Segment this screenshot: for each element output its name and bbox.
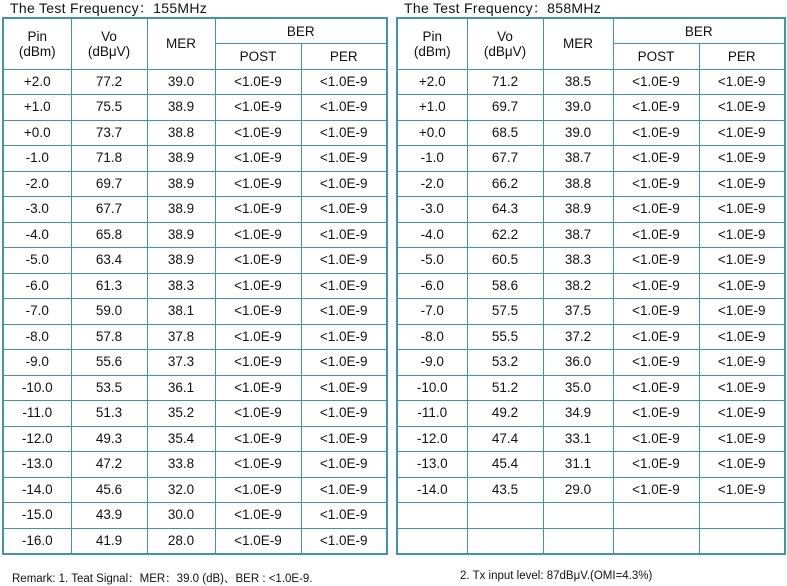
ber-per-cell: <1.0E-9: [301, 299, 387, 325]
table-row: [3, 248, 387, 274]
vo-cell: 73.7: [71, 120, 147, 146]
header-vo-label: Vo: [101, 28, 117, 44]
mer-cell: 35.2: [147, 401, 215, 427]
mer-cell: 37.3: [147, 350, 215, 376]
pin-cell: -7.0: [3, 299, 71, 325]
ber-post-cell: <1.0E-9: [215, 69, 301, 95]
ber-post-cell: <1.0E-9: [613, 375, 699, 401]
ber-per-cell: <1.0E-9: [699, 350, 785, 376]
header-vo-unit: (dBμV): [87, 43, 131, 59]
pin-cell: +1.0: [3, 95, 71, 121]
ber-post-cell: <1.0E-9: [215, 375, 301, 401]
header-pin-label: Pin: [27, 28, 47, 44]
mer-cell: 32.0: [147, 477, 215, 503]
mer-cell: 38.1: [147, 299, 215, 325]
table-row: [397, 248, 785, 274]
vo-cell: 47.4: [467, 426, 543, 452]
ber-post-cell: <1.0E-9: [215, 477, 301, 503]
ber-post-cell: <1.0E-9: [613, 426, 699, 452]
ber-post-cell: <1.0E-9: [613, 197, 699, 223]
test-frequency-title: The Test Frequency：155MHz: [10, 0, 208, 16]
ber-per-cell: <1.0E-9: [301, 350, 387, 376]
ber-post-cell: <1.0E-9: [215, 324, 301, 350]
table-row: [397, 197, 785, 223]
ber-per-cell: <1.0E-9: [699, 401, 785, 427]
vo-cell: 60.5: [467, 248, 543, 274]
table-row: [3, 350, 387, 376]
ber-per-cell: <1.0E-9: [301, 146, 387, 172]
ber-post-cell: <1.0E-9: [215, 452, 301, 478]
ber-post-cell: <1.0E-9: [613, 69, 699, 95]
table-row: [3, 146, 387, 172]
ber-per-cell: <1.0E-9: [699, 171, 785, 197]
ber-table-155mhz: [2, 17, 388, 555]
header-vo-label: Vo: [497, 28, 513, 44]
vo-cell: 68.5: [467, 120, 543, 146]
panel-155mhz: [2, 0, 388, 555]
vo-cell: 71.8: [71, 146, 147, 172]
table-row: [397, 528, 785, 554]
pin-cell: +1.0: [397, 95, 467, 121]
table-row: [3, 222, 387, 248]
ber-post-cell: <1.0E-9: [613, 222, 699, 248]
ber-post-cell: <1.0E-9: [613, 273, 699, 299]
pin-cell: -13.0: [3, 452, 71, 478]
vo-cell: 51.3: [71, 401, 147, 427]
ber-per-cell: <1.0E-9: [699, 120, 785, 146]
ber-per-cell: <1.0E-9: [699, 299, 785, 325]
pin-cell: -9.0: [3, 350, 71, 376]
header-ber: BER: [215, 18, 387, 44]
header-per: PER: [301, 44, 387, 70]
ber-per-cell: <1.0E-9: [301, 95, 387, 121]
mer-cell: 38.2: [543, 273, 613, 299]
table-row: [397, 299, 785, 325]
ber-per-cell: <1.0E-9: [301, 503, 387, 529]
ber-post-cell: <1.0E-9: [215, 197, 301, 223]
ber-per-cell: <1.0E-9: [301, 222, 387, 248]
table-row: [397, 171, 785, 197]
table-row: [3, 452, 387, 478]
pin-cell: -6.0: [397, 273, 467, 299]
mer-cell: 38.3: [147, 273, 215, 299]
vo-cell: 51.2: [467, 375, 543, 401]
ber-post-cell: <1.0E-9: [215, 222, 301, 248]
ber-post-cell: <1.0E-9: [215, 299, 301, 325]
ber-post-cell: <1.0E-9: [215, 248, 301, 274]
pin-cell: -12.0: [3, 426, 71, 452]
table-body: [3, 69, 387, 554]
ber-per-cell: <1.0E-9: [699, 426, 785, 452]
pin-cell: -16.0: [3, 528, 71, 554]
ber-per-cell: <1.0E-9: [699, 222, 785, 248]
mer-cell: 35.4: [147, 426, 215, 452]
header-pin-unit: (dBm): [18, 43, 56, 59]
vo-cell: 57.8: [71, 324, 147, 350]
mer-cell: [543, 503, 613, 529]
pin-cell: -9.0: [397, 350, 467, 376]
mer-cell: 38.8: [543, 171, 613, 197]
ber-per-cell: <1.0E-9: [301, 171, 387, 197]
ber-per-cell: <1.0E-9: [301, 426, 387, 452]
mer-cell: 38.7: [543, 146, 613, 172]
header-vo: [467, 18, 543, 69]
table-row: [397, 273, 785, 299]
pin-cell: -5.0: [3, 248, 71, 274]
ber-per-cell: [699, 503, 785, 529]
pin-cell: -11.0: [3, 401, 71, 427]
pin-cell: -2.0: [3, 171, 71, 197]
table-body: [397, 69, 785, 554]
pin-cell: -1.0: [397, 146, 467, 172]
mer-cell: 29.0: [543, 477, 613, 503]
vo-cell: [467, 528, 543, 554]
pin-cell: -5.0: [397, 248, 467, 274]
ber-per-cell: <1.0E-9: [301, 273, 387, 299]
mer-cell: 38.9: [147, 146, 215, 172]
test-frequency-title: The Test Frequency：858MHz: [404, 0, 602, 16]
pin-cell: -10.0: [3, 375, 71, 401]
ber-post-cell: <1.0E-9: [613, 299, 699, 325]
vo-cell: 75.5: [71, 95, 147, 121]
vo-cell: 43.5: [467, 477, 543, 503]
ber-per-cell: <1.0E-9: [301, 197, 387, 223]
vo-cell: 58.6: [467, 273, 543, 299]
mer-cell: [543, 528, 613, 554]
mer-cell: 38.8: [147, 120, 215, 146]
mer-cell: 39.0: [543, 120, 613, 146]
ber-post-cell: <1.0E-9: [613, 401, 699, 427]
mer-cell: 38.5: [543, 69, 613, 95]
table-row: [397, 95, 785, 121]
remark-tx-input-level: 2. Tx input level: 87dBμV.(OMI=4.3%): [460, 570, 653, 582]
vo-cell: 65.8: [71, 222, 147, 248]
ber-post-cell: <1.0E-9: [613, 477, 699, 503]
ber-post-cell: <1.0E-9: [613, 324, 699, 350]
panel-858mhz: [396, 0, 786, 555]
ber-post-cell: <1.0E-9: [215, 146, 301, 172]
header-mer: MER: [543, 18, 613, 69]
mer-cell: 28.0: [147, 528, 215, 554]
ber-table-858mhz: [396, 17, 786, 555]
ber-post-cell: <1.0E-9: [613, 171, 699, 197]
pin-cell: -4.0: [397, 222, 467, 248]
ber-per-cell: <1.0E-9: [699, 273, 785, 299]
remark-test-signal: Remark: 1. Teat Signal：MER：39.0 (dB)、BER : <1.0E-9.: [12, 573, 313, 585]
ber-per-cell: <1.0E-9: [301, 248, 387, 274]
pin-cell: +2.0: [3, 69, 71, 95]
table-row: [3, 528, 387, 554]
vo-cell: 45.4: [467, 452, 543, 478]
ber-per-cell: <1.0E-9: [699, 452, 785, 478]
pin-cell: [397, 528, 467, 554]
mer-cell: 38.9: [147, 171, 215, 197]
pin-cell: -6.0: [3, 273, 71, 299]
header-vo: [71, 18, 147, 69]
ber-per-cell: <1.0E-9: [699, 375, 785, 401]
table-row: [397, 452, 785, 478]
mer-cell: 38.9: [147, 248, 215, 274]
pin-cell: -14.0: [397, 477, 467, 503]
header-ber: BER: [613, 18, 785, 44]
mer-cell: 31.1: [543, 452, 613, 478]
table-row: [397, 375, 785, 401]
mer-cell: 36.1: [147, 375, 215, 401]
ber-post-cell: <1.0E-9: [215, 171, 301, 197]
table-row: [3, 299, 387, 325]
pin-cell: -15.0: [3, 503, 71, 529]
pin-cell: -3.0: [3, 197, 71, 223]
ber-per-cell: <1.0E-9: [699, 248, 785, 274]
table-row: [397, 503, 785, 529]
header-pin-label: Pin: [422, 28, 442, 44]
ber-per-cell: <1.0E-9: [301, 69, 387, 95]
mer-cell: 38.9: [147, 222, 215, 248]
ber-per-cell: <1.0E-9: [301, 401, 387, 427]
ber-post-cell: <1.0E-9: [613, 120, 699, 146]
pin-cell: -14.0: [3, 477, 71, 503]
table-row: [397, 426, 785, 452]
ber-post-cell: <1.0E-9: [215, 426, 301, 452]
pin-cell: +0.0: [3, 120, 71, 146]
table-row: [3, 120, 387, 146]
table-row: [3, 324, 387, 350]
mer-cell: 33.1: [543, 426, 613, 452]
table-row: [397, 324, 785, 350]
ber-post-cell: <1.0E-9: [613, 350, 699, 376]
header-pin: [3, 18, 71, 69]
vo-cell: 53.2: [467, 350, 543, 376]
header-post: POST: [613, 44, 699, 70]
vo-cell: 57.5: [467, 299, 543, 325]
ber-post-cell: [613, 528, 699, 554]
mer-cell: 38.7: [543, 222, 613, 248]
ber-post-cell: <1.0E-9: [215, 95, 301, 121]
pin-cell: -2.0: [397, 171, 467, 197]
ber-post-cell: <1.0E-9: [215, 120, 301, 146]
ber-per-cell: <1.0E-9: [699, 69, 785, 95]
table-row: [397, 222, 785, 248]
pin-cell: -7.0: [397, 299, 467, 325]
vo-cell: 49.2: [467, 401, 543, 427]
ber-per-cell: <1.0E-9: [699, 95, 785, 121]
pin-cell: [397, 503, 467, 529]
vo-cell: 53.5: [71, 375, 147, 401]
ber-per-cell: <1.0E-9: [301, 528, 387, 554]
header-vo-unit: (dBμV): [483, 43, 527, 59]
table-row: [3, 401, 387, 427]
header-pin: [397, 18, 467, 69]
vo-cell: 47.2: [71, 452, 147, 478]
vo-cell: 77.2: [71, 69, 147, 95]
vo-cell: 64.3: [467, 197, 543, 223]
header-mer: MER: [147, 18, 215, 69]
table-row: [397, 146, 785, 172]
ber-post-cell: <1.0E-9: [215, 273, 301, 299]
mer-cell: 38.9: [543, 197, 613, 223]
pin-cell: -11.0: [397, 401, 467, 427]
ber-post-cell: [613, 503, 699, 529]
mer-cell: 37.8: [147, 324, 215, 350]
header-post: POST: [215, 44, 301, 70]
mer-cell: 34.9: [543, 401, 613, 427]
header-per: PER: [699, 44, 785, 70]
table-row: [3, 477, 387, 503]
vo-cell: 71.2: [467, 69, 543, 95]
ber-per-cell: <1.0E-9: [301, 477, 387, 503]
vo-cell: 61.3: [71, 273, 147, 299]
pin-cell: +0.0: [397, 120, 467, 146]
vo-cell: 45.6: [71, 477, 147, 503]
pin-cell: -3.0: [397, 197, 467, 223]
vo-cell: 69.7: [467, 95, 543, 121]
mer-cell: 33.8: [147, 452, 215, 478]
mer-cell: 38.3: [543, 248, 613, 274]
vo-cell: 41.9: [71, 528, 147, 554]
ber-post-cell: <1.0E-9: [215, 528, 301, 554]
mer-cell: 38.9: [147, 197, 215, 223]
header-pin-unit: (dBm): [413, 43, 451, 59]
vo-cell: 55.5: [467, 324, 543, 350]
mer-cell: 39.0: [147, 69, 215, 95]
mer-cell: 39.0: [543, 95, 613, 121]
ber-post-cell: <1.0E-9: [613, 146, 699, 172]
ber-per-cell: <1.0E-9: [301, 375, 387, 401]
pin-cell: -8.0: [3, 324, 71, 350]
vo-cell: [467, 503, 543, 529]
pin-cell: -4.0: [3, 222, 71, 248]
table-row: [397, 120, 785, 146]
ber-post-cell: <1.0E-9: [215, 350, 301, 376]
ber-per-cell: <1.0E-9: [699, 324, 785, 350]
pin-cell: -10.0: [397, 375, 467, 401]
vo-cell: 63.4: [71, 248, 147, 274]
table-row: [3, 197, 387, 223]
vo-cell: 66.2: [467, 171, 543, 197]
ber-post-cell: <1.0E-9: [215, 401, 301, 427]
ber-per-cell: <1.0E-9: [699, 197, 785, 223]
table-row: [3, 375, 387, 401]
mer-cell: 38.9: [147, 95, 215, 121]
ber-post-cell: <1.0E-9: [613, 248, 699, 274]
ber-per-cell: <1.0E-9: [301, 452, 387, 478]
ber-post-cell: <1.0E-9: [215, 503, 301, 529]
mer-cell: 36.0: [543, 350, 613, 376]
table-row: [3, 69, 387, 95]
vo-cell: 43.9: [71, 503, 147, 529]
table-row: [397, 350, 785, 376]
table-row: [3, 171, 387, 197]
ber-per-cell: <1.0E-9: [699, 146, 785, 172]
pin-cell: -8.0: [397, 324, 467, 350]
table-row: [3, 273, 387, 299]
vo-cell: 55.6: [71, 350, 147, 376]
ber-post-cell: <1.0E-9: [613, 452, 699, 478]
ber-per-cell: <1.0E-9: [699, 477, 785, 503]
table-row: [3, 95, 387, 121]
vo-cell: 59.0: [71, 299, 147, 325]
ber-per-cell: <1.0E-9: [301, 324, 387, 350]
ber-per-cell: [699, 528, 785, 554]
vo-cell: 67.7: [71, 197, 147, 223]
ber-post-cell: <1.0E-9: [613, 95, 699, 121]
table-row: [3, 426, 387, 452]
table-row: [3, 503, 387, 529]
mer-cell: 35.0: [543, 375, 613, 401]
pin-cell: -1.0: [3, 146, 71, 172]
mer-cell: 30.0: [147, 503, 215, 529]
pin-cell: -12.0: [397, 426, 467, 452]
pin-cell: +2.0: [397, 69, 467, 95]
pin-cell: -13.0: [397, 452, 467, 478]
mer-cell: 37.5: [543, 299, 613, 325]
vo-cell: 69.7: [71, 171, 147, 197]
table-row: [397, 477, 785, 503]
table-row: [397, 401, 785, 427]
vo-cell: 67.7: [467, 146, 543, 172]
mer-cell: 37.2: [543, 324, 613, 350]
ber-per-cell: <1.0E-9: [301, 120, 387, 146]
vo-cell: 49.3: [71, 426, 147, 452]
table-row: [397, 69, 785, 95]
vo-cell: 62.2: [467, 222, 543, 248]
